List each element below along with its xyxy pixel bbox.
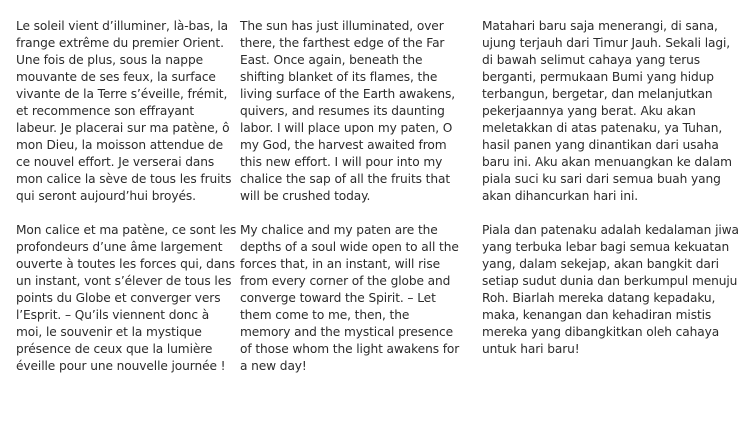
english-paragraph-2: My chalice and my paten are the depths of a soul wide open to all the forces that, in an instant, will rise from every corner of the globe and converge toward the Spirit. – Let them come to me, then, the memory and the mystical presence of those whom the light awakens for a new day! (240, 223, 460, 373)
english-column (240, 18, 462, 373)
french-paragraph-1: Le soleil vient d’illuminer, là-bas, la frange extrême du premier Orient. Une fois de plus, sous la nappe mouvante de ses feux, la surface vivante de la Terre s’éveille, frémit, et recommence son effrayant labeur. Je placerai sur ma patène, ô mon Dieu, la moisson attendue de ce nouvel effort. Je verserai dans mon calice la sève de tous les fruits qui seront aujourd’hui broyés. (16, 19, 232, 203)
indonesian-column (482, 18, 740, 356)
indonesian-paragraph-1: Matahari baru saja menerangi, di sana, ujung terjauh dari Timur Jauh. Sekali lagi, di bawah selimut cahaya yang terus berganti, permukaan Bumi yang hidup terbangun, bergetar, dan melanjutkan pekerjaannya yang berat. Aku akan meletakkan di atas patenaku, ya Tuhan, hasil panen yang dinantikan dari usaha baru ini. Aku akan menuangkan ke dalam piala suci ku sari dari semua buah yang akan dihancurkan hari ini. (482, 19, 732, 203)
french-paragraph-2: Mon calice et ma patène, ce sont les profondeurs d’une âme largement ouverte à toutes les forces qui, dans un instant, vont s’élever de tous les points du Globe et converger vers l’Esprit. – Qu’ils viennent donc à moi, le souvenir et la mystique présence de ceux que la lumière éveille pour une nouvelle journée ! (16, 223, 237, 373)
french-column (16, 18, 238, 373)
english-paragraph-1: The sun has just illuminated, over there, the farthest edge of the Far East. Once again, beneath the shifting blanket of its flames, the living surface of the Earth awakens, quivers, and resumes its daunting labor. I will place upon my paten, O my God, the harvest awaited from this new effort. I will pour into my chalice the sap of all the fruits that will be crushed today. (240, 19, 456, 203)
indonesian-paragraph-2: Piala dan patenaku adalah kedalaman jiwa yang terbuka lebar bagi semua kekuatan yang, dalam sekejap, akan bangkit dari setiap sudut dunia dan berkumpul menuju Roh. Biarlah mereka datang kepadaku, maka, kenangan dan kehadiran mistis mereka yang dibangkitkan oleh cahaya untuk hari baru! (482, 223, 739, 356)
